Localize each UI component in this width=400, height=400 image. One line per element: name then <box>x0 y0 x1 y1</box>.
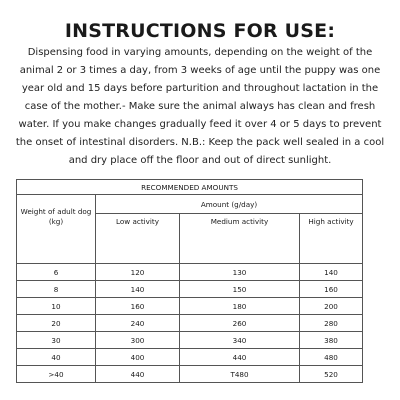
high-activity-cell: 380 <box>300 332 363 349</box>
page-title: INSTRUCTIONS FOR USE: <box>64 20 336 42</box>
medium-activity-cell: 130 <box>180 264 300 281</box>
table-row <box>17 315 363 332</box>
amount-header: Amount (g/day) <box>96 195 363 214</box>
high-activity-cell: 480 <box>300 349 363 366</box>
table-row <box>17 298 363 315</box>
weight-cell: 6 <box>17 264 96 281</box>
recommended-amounts-table <box>16 179 363 383</box>
weight-column-header: Weight of adult dog (kg) <box>17 195 96 264</box>
high-activity-cell: 520 <box>300 366 363 383</box>
medium-activity-cell: 180 <box>180 298 300 315</box>
weight-cell: 40 <box>17 349 96 366</box>
high-activity-header: High activity <box>300 214 363 264</box>
medium-activity-cell: 440 <box>180 349 300 366</box>
low-activity-cell: 140 <box>96 281 180 298</box>
table-row <box>17 332 363 349</box>
low-activity-cell: 300 <box>96 332 180 349</box>
table-row <box>17 349 363 366</box>
instructions-text <box>12 44 388 170</box>
medium-activity-cell: 150 <box>180 281 300 298</box>
table-row <box>17 366 363 383</box>
weight-cell: 30 <box>17 332 96 349</box>
medium-activity-cell: T480 <box>180 366 300 383</box>
medium-activity-header: Medium activity <box>180 214 300 264</box>
high-activity-cell: 200 <box>300 298 363 315</box>
low-activity-cell: 120 <box>96 264 180 281</box>
low-activity-header: Low activity <box>96 214 180 264</box>
table-row <box>17 264 363 281</box>
low-activity-cell: 240 <box>96 315 180 332</box>
medium-activity-cell: 260 <box>180 315 300 332</box>
table-caption: RECOMMENDED AMOUNTS <box>17 180 363 195</box>
high-activity-cell: 160 <box>300 281 363 298</box>
table-row <box>17 281 363 298</box>
low-activity-cell: 440 <box>96 366 180 383</box>
medium-activity-cell: 340 <box>180 332 300 349</box>
high-activity-cell: 140 <box>300 264 363 281</box>
low-activity-cell: 160 <box>96 298 180 315</box>
low-activity-cell: 400 <box>96 349 180 366</box>
high-activity-cell: 280 <box>300 315 363 332</box>
weight-cell: 20 <box>17 315 96 332</box>
weight-cell: 8 <box>17 281 96 298</box>
weight-cell: 10 <box>17 298 96 315</box>
weight-cell: >40 <box>17 366 96 383</box>
instructions-paragraph: Dispensing food in varying amounts, depending on the weight of the animal 2 or 3 times a day, from 3 weeks of age until the puppy was one year old and 15 days before parturition and throughout lactation in the case of the mother.- Make sure the animal always has clean and fresh water. If you make changes gradually feed it over 4 or 5 days to prevent the onset of intestinal disorders. N.B.: Keep the pack well sealed in a cool and dry place off the floor and out of direct sunlight. <box>15 47 385 166</box>
